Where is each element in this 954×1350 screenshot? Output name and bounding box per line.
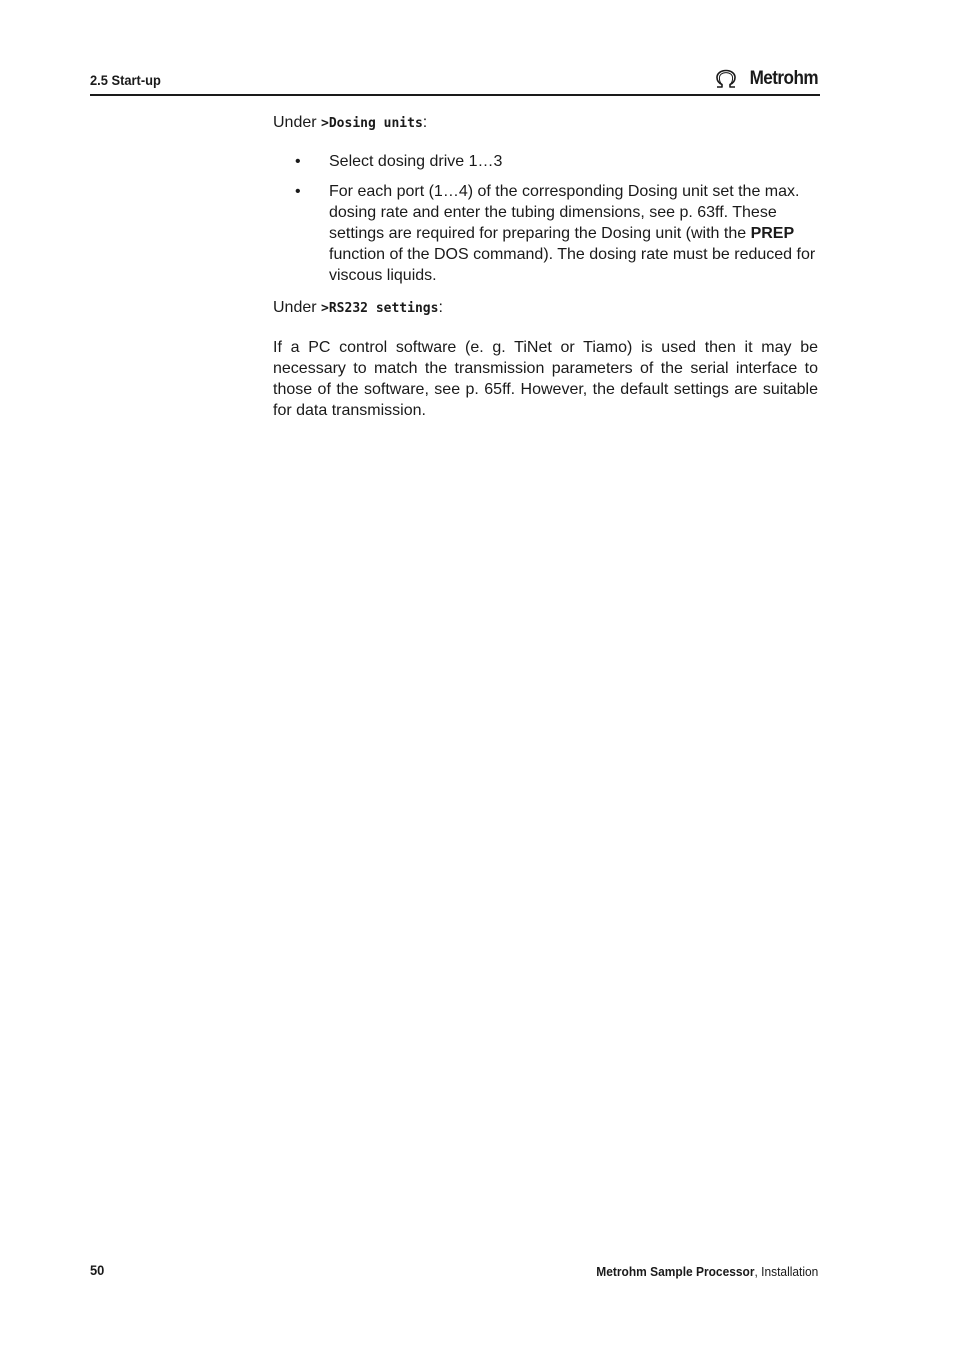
- logo-text: Metrohm: [749, 68, 818, 89]
- list-item: • Select dosing drive 1…3: [295, 153, 503, 170]
- rs232-settings-menu-path: >RS232 settings: [321, 301, 439, 316]
- document-title: Metrohm Sample Processor, Installation: [595, 1264, 818, 1279]
- dosing-units-menu-path: >Dosing units: [321, 116, 423, 131]
- page-number: 50: [90, 1262, 105, 1278]
- bullet-icon: •: [295, 153, 301, 170]
- rs232-paragraph: If a PC control software (e. g. TiNet or Tiamo) is used then it may be necessary to match the transmission parameters of the serial interface to those of the software, see p. 65ff. However, the default settings are suitable for data transmission.: [273, 339, 818, 419]
- page-header: [90, 66, 820, 96]
- prep-keyword: PREP: [750, 225, 795, 242]
- dosing-bullet-list: [273, 151, 818, 286]
- rs232-settings-heading: Under >RS232 settings:: [273, 299, 443, 316]
- main-content: [273, 112, 818, 421]
- list-item: • For each port (1…4) of the corresponding Dosing unit set the max. dosing rate and enter the tubing dimensions, see p. 63ff. These settings are required for preparing the Dosing unit (with the PREP function of the DOS command). The dosing rate must be reduced for viscous liquids.: [295, 183, 816, 284]
- bullet-icon: •: [295, 183, 301, 200]
- dosing-units-heading: Under >Dosing units:: [273, 114, 428, 131]
- section-title: 2.5 Start-up: [90, 72, 161, 88]
- metrohm-logo: [714, 66, 818, 92]
- omega-icon: [714, 69, 738, 89]
